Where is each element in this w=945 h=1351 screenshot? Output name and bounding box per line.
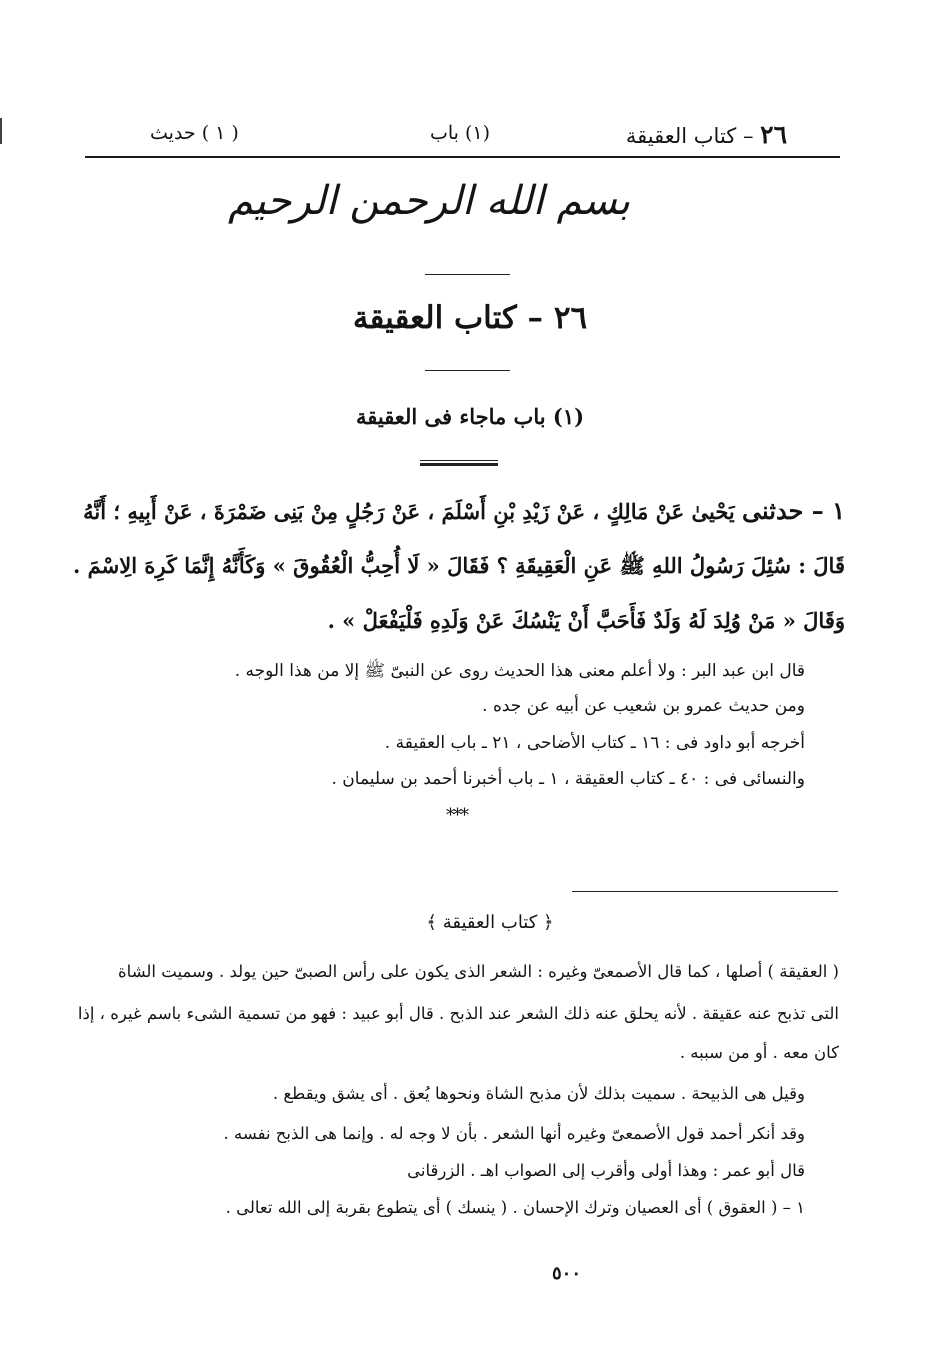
footnote-line: وقد أنكر أحمد قول الأصمعىّ وغيره أنها الشعر . بأن لا وجه له . وإنما هى الذبح نفسه . — [223, 1124, 805, 1143]
chapter-title: (١) باب ماجاء فى العقيقة — [355, 404, 585, 429]
footnote-line: كان معه . أو من سببه . — [679, 1043, 839, 1062]
commentary-line: والنسائى فى : ٤٠ ـ كتاب العقيقة ، ١ ـ باب أخبرنا أحمد بن سليمان . — [331, 769, 805, 789]
running-header-chapter: (١) باب — [429, 122, 491, 144]
running-header-hadith: ( ١ ) حديث — [150, 122, 239, 144]
commentary-line: قال ابن عبد البر : ولا أعلم معنى هذا الحديث روى عن النبىّ ﷺ إلا من هذا الوجه . — [234, 661, 805, 681]
hadith-line-3: وَقَالَ « مَنْ وُلِدَ لَهُ وَلَدٌ فَأَحَبَّ أَنْ يَنْسُكَ عَنْ وَلَدِهِ فَلْيَفْعَلْ » . — [327, 608, 845, 633]
footnote-title: ﴿ كتاب العقيقة ﴾ — [426, 912, 554, 933]
hadith-line-1: يَحْيىٰ عَنْ مَالِكٍ ، عَنْ زَيْدِ بْنِ أَسْلَمَ ، عَنْ رَجُلٍ مِنْ بَنِى ضَمْرَةَ ، عَنْ أَبِيهِ ؛ أَنَّهُ — [83, 499, 743, 524]
divider-rule — [420, 460, 498, 461]
footnote-line: ١ – ( العقوق ) أى العصيان وترك الإحسان . ( ينسك ) أى يتطوع بقربة إلى الله تعالى . — [225, 1198, 805, 1217]
hadith-line — [85, 496, 845, 525]
book-title: ٢٦ – كتاب العقيقة — [352, 300, 588, 336]
page-number: ٥٠٠ — [552, 1263, 582, 1284]
hadith-line-2: قَالَ : سُئِلَ رَسُولُ اللهِ ﷺ عَنِ الْعَقِيقَةِ ؟ فَقَالَ « لَا أُحِبُّ الْعُقُوقَ » وَكَأَنَّهُ إِنَّمَا كَرِهَ الِاسْمَ . — [73, 553, 845, 578]
footnote-line: التى تذبح عنه عقيقة . لأنه يحلق عنه ذلك الشعر عند الذبح . قال أبو عبيد : فهو من تسمية الشىء باسم غيره ، إذا — [77, 1004, 839, 1023]
divider-rule-thick — [420, 463, 498, 466]
footnote-line: قال أبو عمر : وهذا أولى وأقرب إلى الصواب اهـ . الزرقانى — [407, 1161, 805, 1180]
running-header-book — [626, 120, 787, 149]
footnote-line: ( العقيقة ) أصلها ، كما قال الأصمعىّ وغيره : الشعر الذى يكون على رأس الصبىّ حين يولد . وسميت الشاة — [118, 962, 839, 981]
commentary-line: ومن حديث عمرو بن شعيب عن أبيه عن جده . — [482, 696, 805, 716]
header-book-title: – كتاب العقيقة — [625, 124, 761, 148]
divider-rule — [425, 274, 510, 275]
divider-rule — [425, 370, 510, 371]
basmala: بسم الله الرحمن الرحيم — [227, 178, 630, 224]
commentary-line: أخرجه أبو داود فى : ١٦ ـ كتاب الأضاحى ، ٢١ ـ باب العقيقة . — [384, 733, 805, 753]
header-rule — [85, 156, 840, 158]
section-ornament: *** — [446, 805, 467, 826]
footnote-line: وقيل هى الذبيحة . سميت بذلك لأن مذبح الشاة ونحوها يُعق . أى يشق ويقطع . — [272, 1084, 805, 1103]
footnote-rule — [572, 891, 838, 892]
scan-margin-mark — [0, 118, 2, 144]
hadith-lead: ١ – حدثنى — [742, 496, 845, 525]
header-book-number: ٢٦ — [760, 120, 787, 149]
